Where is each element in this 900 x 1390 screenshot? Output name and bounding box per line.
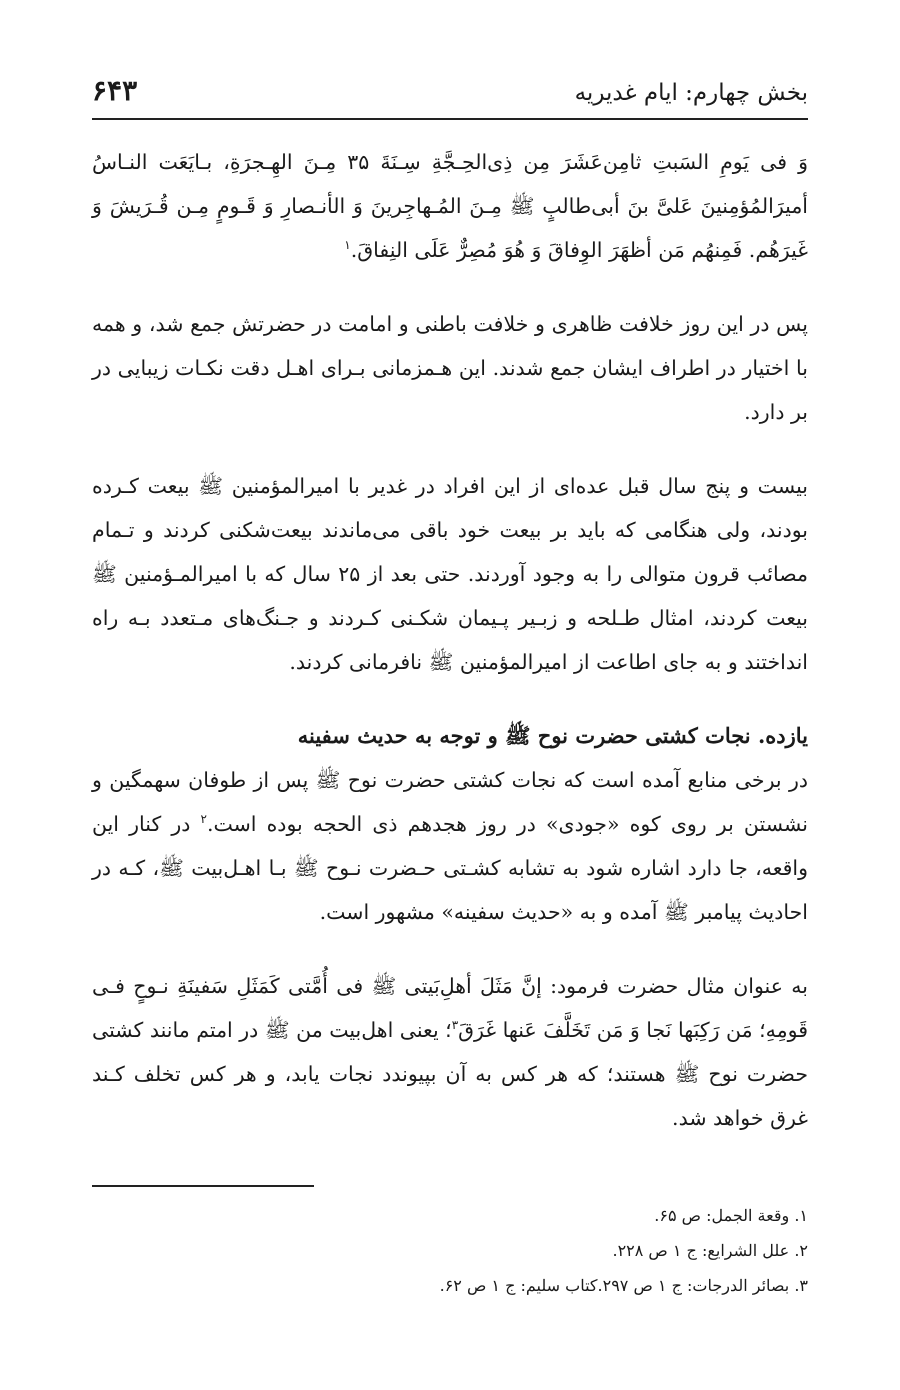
footnote-3: ۳. بصائر الدرجات: ج ۱ ص ۲۹۷.کتاب سلیم: ج ۱ ص ۶۲. (439, 1276, 808, 1295)
footnote-1: ۱. وقعة الجمل: ص ۶۵. (654, 1206, 808, 1225)
arabic-quote-text: وَ فی یَومِ السَبتِ ثامِن‌عَشَرَ مِن ذِی‌الحِـجَّةِ سِـنَةَ ۳۵ مِـنَ الهِـجرَةِ، بـایَعَت النـاسُ أميرَالمُؤمِنينَ عَلیَّ بنَ أبی‌طالبٍ ﷺ مِـنَ المُـهاجِرينَ وَ الأنـصارِ وَ قَـومٍ مِـن قُـرَيشَ وَ غَيرَهُم. فَمِنهُم مَن أظهَرَ الوِفاقَ وَ هُوَ مُصِرٌّ عَلَی النِفاقَ. (92, 150, 808, 262)
paragraph-3-text: بیست و پنج سال قبل عده‌ای از این افراد در غدیر با امیرالمؤمنین ﷺ بیعت کـرده بودند، ولی هنگامی که باید بر بیعت خود باقی می‌ماندند بیعت‌شکنی کردند و تـمام مصائب قرون متوالی را به وجود آوردند. حتی بعد از ۲۵ سال که با امیرالمـؤمنین ﷺ بیعت کردند، امثال طـلحه و زبـیر پـیمان شکـنی کـردند و جـنگ‌های مـتعدد بـه راه انداختند و به جای اطاعت از امیرالمؤمنین ﷺ نافرمانی کردند. (92, 474, 808, 674)
paragraph-4-text-a: در برخی منابع آمده است که نجات کشتی حضرت نوح ﷺ پس از طوفان سهمگین و نشستن بر روی کوه «جودی» در روز هجدهم ذی الحجه بوده است. (92, 768, 808, 836)
page-body (92, 140, 808, 1170)
paragraph-2-text: پس در این روز خلافت ظاهری و خلافت باطنی و امامت در حضرتش جمع شد، و همه با اختیار در اطراف ایشان جمع شدند. این هـمزمانی بـرای اهـل دقت نکـات زیبایی در بر دارد. (92, 312, 808, 424)
footnote-divider (92, 1185, 314, 1187)
paragraph-4-text-b: در کنار این واقعه، جا دارد اشاره شود به تشابه کشـتی حـضرت نـوح ﷺ بـا اهـل‌بیت ﷺ، کـه در احادیث پیامبر ﷺ آمده و به «حدیث سفینه» مشهور است. (92, 812, 808, 924)
paragraph-5 (92, 964, 808, 1140)
paragraph-5-text-b: ؛ یعنی اهل‌بیت من ﷺ در امتم مانند کشتی حضرت نوح ﷺ هستند؛ که هر کس به آن بپیوندد نجات یابد، و هر کس تخلف کـند غرق خواهد شد. (92, 1018, 808, 1130)
section-heading: یازده. نجات کشتی حضرت نوح ﷺ و توجه به حدیث سفینه (297, 723, 808, 748)
page-number: ۶۴۳ (92, 74, 138, 107)
paragraph-5-text-a: به عنوان مثال حضرت فرمود: إنَّ مَثَلَ أهلِ‌بَیتی ﷺ فی أُمَّتی کَمَثَلِ سَفینَةِ نـوحٍ فـی قَومِهِ؛ مَن رَکِبَها نَجا وَ مَن تَخَلَّفَ عَنها غَرَقَ (92, 974, 808, 1042)
footnote-ref-1[interactable]: ۱ (344, 238, 351, 253)
footnote-ref-2[interactable]: ۲ (200, 812, 207, 827)
arabic-quote-paragraph (92, 140, 808, 272)
paragraph-2 (92, 302, 808, 434)
running-header (92, 60, 808, 120)
footnote-2: ۲. علل الشرایع: ج ۱ ص ۲۲۸. (612, 1241, 808, 1260)
paragraph-3 (92, 464, 808, 684)
footnote-ref-3[interactable]: ۳ (451, 1018, 459, 1033)
paragraph-4 (92, 758, 808, 934)
footnotes (92, 1198, 808, 1303)
chapter-title: بخش چهارم: ایام غدیریه (574, 80, 808, 106)
